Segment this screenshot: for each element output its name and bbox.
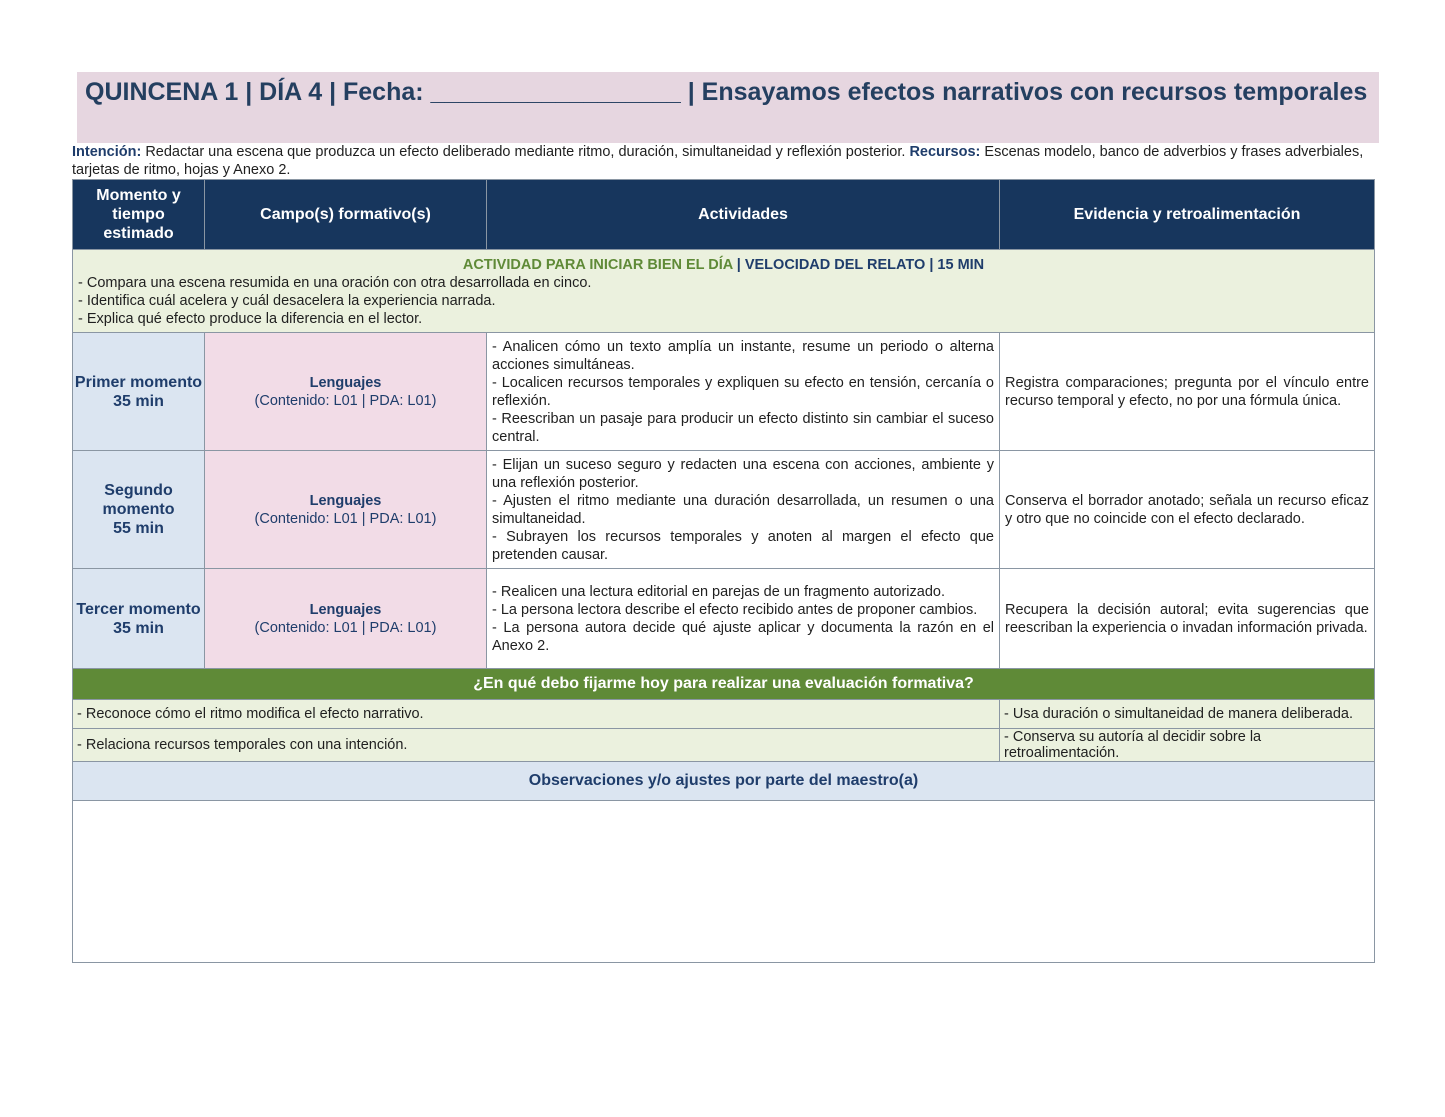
intencion-label: Intención: xyxy=(72,144,142,160)
campo-cell xyxy=(205,451,487,569)
header-campo: Campo(s) formativo(s) xyxy=(205,180,487,250)
activities-cell xyxy=(487,451,1000,569)
criteria-item: - Relaciona recursos temporales con una intención. xyxy=(73,729,1000,762)
criteria-row xyxy=(73,700,1375,729)
moment-cell xyxy=(73,569,205,669)
moment-row-3 xyxy=(73,569,1375,669)
start-activity-row xyxy=(73,250,1375,333)
header-evidencia: Evidencia y retroalimentación xyxy=(1000,180,1375,250)
activity-item: - Reescriban un pasaje para producir un efecto distinto sin cambiar el suceso central. xyxy=(492,410,994,445)
campo-detail: (Contenido: L01 | PDA: L01) xyxy=(254,510,437,527)
activity-item: - Subrayen los recursos temporales y anoten al margen el efecto que pretenden causar. xyxy=(492,528,994,563)
activity-item: - La persona autora decide qué ajuste aplicar y documenta la razón en el Anexo 2. xyxy=(492,619,994,654)
campo-detail: (Contenido: L01 | PDA: L01) xyxy=(254,392,437,409)
observations-title: Observaciones y/o ajustes por parte del maestro(a) xyxy=(73,762,1375,801)
moment-time: 55 min xyxy=(113,520,164,537)
moment-time: 35 min xyxy=(113,619,164,637)
start-activity-line: - Explica qué efecto produce la diferencia en el lector. xyxy=(78,311,423,327)
activity-item: - Realicen una lectura editorial en parejas de un fragmento autorizado. xyxy=(492,583,945,600)
start-activity-title xyxy=(78,256,1369,274)
campo-cell xyxy=(205,569,487,669)
campo-name: Lenguajes xyxy=(309,492,382,509)
start-activity-title-blue: | VELOCIDAD DEL RELATO | 15 MIN xyxy=(736,257,985,273)
moment-row-1 xyxy=(73,333,1375,451)
header-momento: Momento y tiempo estimado xyxy=(73,180,205,250)
header-actividades: Actividades xyxy=(487,180,1000,250)
activity-item: - La persona lectora describe el efecto recibido antes de proponer cambios. xyxy=(492,601,978,618)
criteria-item: - Reconoce cómo el ritmo modifica el efecto narrativo. xyxy=(73,700,1000,729)
observations-area[interactable] xyxy=(73,801,1375,963)
formative-title: ¿En qué debo fijarme hoy para realizar una evaluación formativa? xyxy=(73,669,1375,700)
formative-header-row xyxy=(73,669,1375,700)
header-row xyxy=(73,180,1375,250)
moment-name: Primer momento xyxy=(74,373,203,391)
start-activity xyxy=(73,250,1375,333)
criteria-row xyxy=(73,729,1375,762)
start-activity-line: - Identifica cuál acelera y cuál desacelera la experiencia narrada. xyxy=(78,293,496,309)
moment-row-2 xyxy=(73,451,1375,569)
moment-cell xyxy=(73,451,205,569)
activities-cell xyxy=(487,333,1000,451)
observations-body-row xyxy=(73,801,1375,963)
campo-cell xyxy=(205,333,487,451)
start-activity-title-green: ACTIVIDAD PARA INICIAR BIEN EL DÍA xyxy=(462,257,733,273)
campo-detail: (Contenido: L01 | PDA: L01) xyxy=(254,619,437,636)
campo-name: Lenguajes xyxy=(309,601,382,618)
recursos-label: Recursos: xyxy=(909,144,981,160)
activity-item: - Ajusten el ritmo mediante una duración desarrollada, un resumen o una simultaneidad. xyxy=(492,492,994,527)
activity-item: - Elijan un suceso seguro y redacten una escena con acciones, ambiente y una reflexión posterior. xyxy=(492,456,994,491)
intencion-text: Redactar una escena que produzca un efecto deliberado mediante ritmo, duración, simultaneidad y reflexión posterior. xyxy=(145,144,906,160)
moment-name: Tercer momento xyxy=(76,600,201,618)
evidence-cell: Conserva el borrador anotado; señala un recurso eficaz y otro que no coincide con el efecto declarado. xyxy=(1000,451,1375,569)
activity-item: - Analicen cómo un texto amplía un instante, resume un periodo o alterna acciones simultáneas. xyxy=(492,338,994,373)
criteria-item: - Usa duración o simultaneidad de manera deliberada. xyxy=(1000,700,1375,729)
intro-paragraph xyxy=(72,143,1372,179)
moment-time: 35 min xyxy=(113,392,164,410)
activities-cell xyxy=(487,569,1000,669)
campo-name: Lenguajes xyxy=(309,374,382,391)
recursos-text: Escenas modelo, banco de adverbios y frases adverbiales, tarjetas de ritmo, hojas y Anexo 2. xyxy=(72,144,1364,178)
moment-name: Segundo momento xyxy=(102,482,175,518)
observations-header-row xyxy=(73,762,1375,801)
start-activity-line: - Compara una escena resumida en una oración con otra desarrollada en cinco. xyxy=(78,275,592,291)
lesson-plan-table xyxy=(72,179,1375,963)
evidence-cell: Registra comparaciones; pregunta por el vínculo entre recurso temporal y efecto, no por una fórmula única. xyxy=(1000,333,1375,451)
criteria-item: - Conserva su autoría al decidir sobre la retroalimentación. xyxy=(1000,729,1375,762)
activity-item: - Localicen recursos temporales y expliquen su efecto en tensión, cercanía o reflexión. xyxy=(492,374,994,409)
page-title: QUINCENA 1 | DÍA 4 | Fecha: __________________ | Ensayamos efectos narrativos con recursos temporales xyxy=(77,72,1379,143)
evidence-cell: Recupera la decisión autoral; evita sugerencias que reescriban la experiencia o invadan información privada. xyxy=(1000,569,1375,669)
moment-cell xyxy=(73,333,205,451)
